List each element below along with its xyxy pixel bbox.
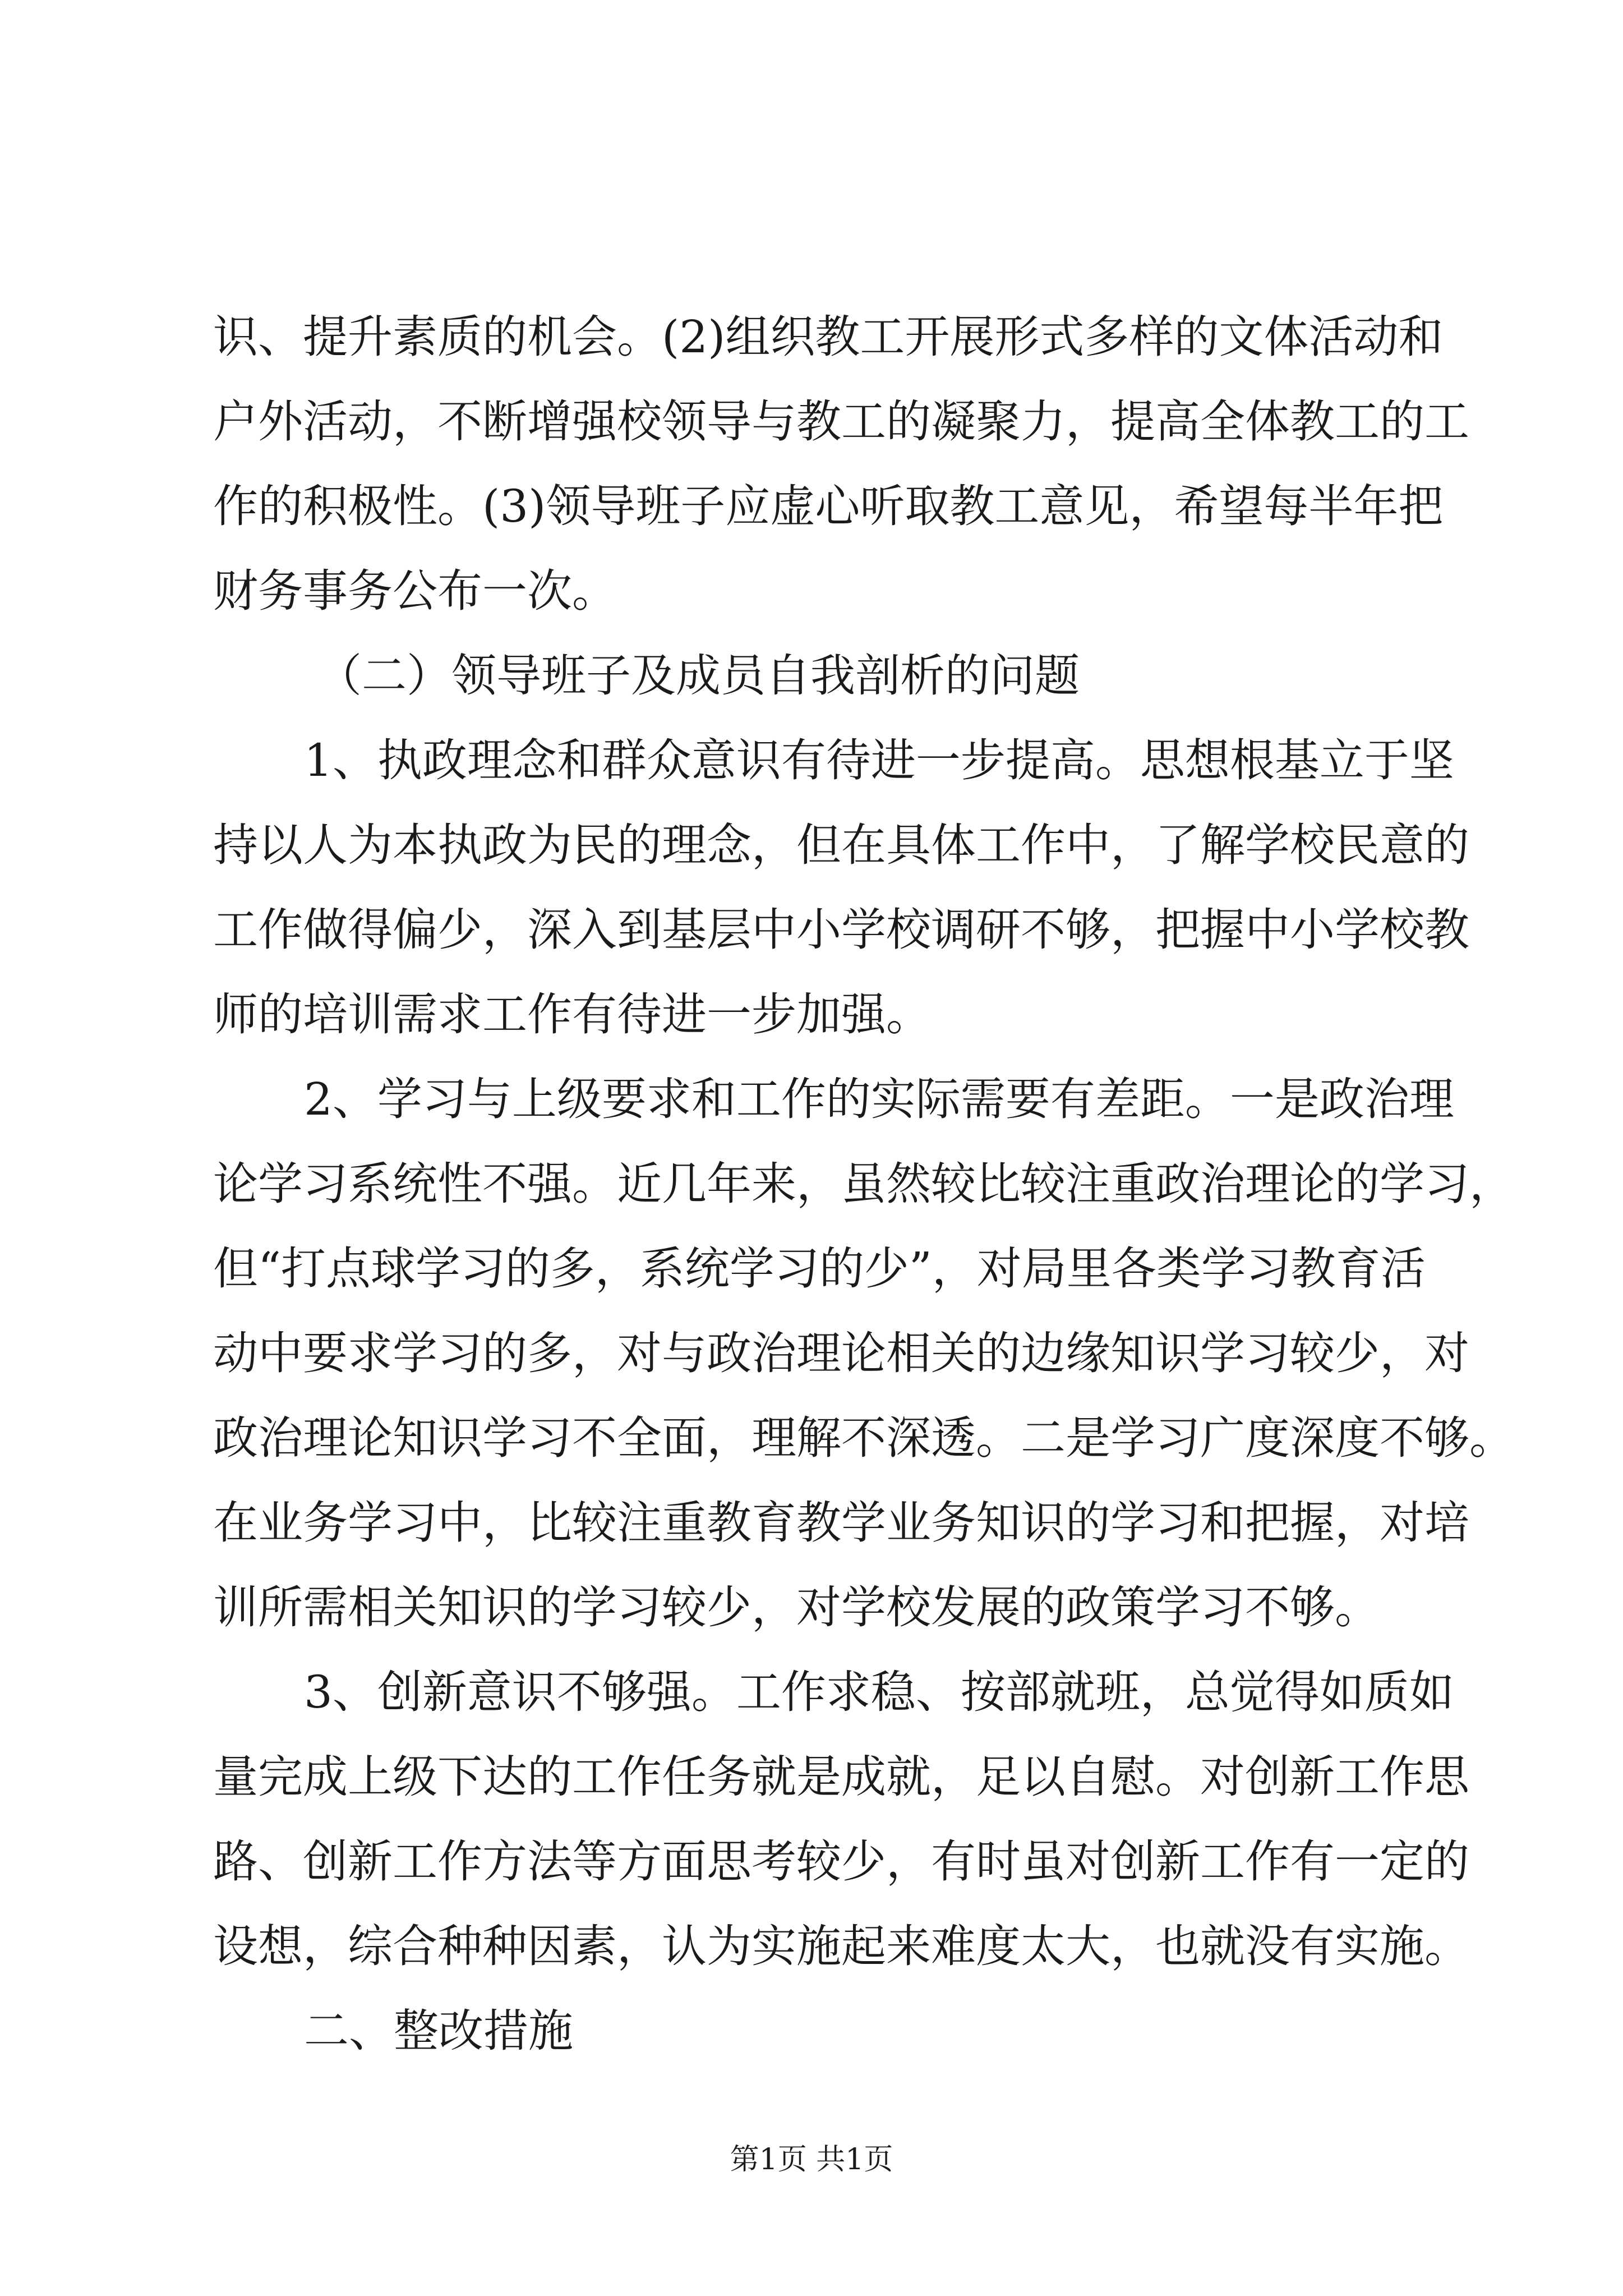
text-line: 师的培训需求工作有待进一步加强。: [213, 988, 931, 1041]
text-line: 识、提升素质的机会。(2)组织教工开展形式多样的文体活动和: [213, 311, 1444, 363]
text-line: 财务事务公布一次。: [213, 565, 617, 617]
text-line: 但“打点球学习的多，系统学习的少”，对局里各类学习教育活: [213, 1243, 1426, 1295]
paragraph-first-line: 2、学习与上级要求和工作的实际需要有差距。一是政治理: [304, 1073, 1454, 1125]
paragraph-first-line: 1、执政理念和群众意识有待进一步提高。思想根基立于坚: [304, 734, 1454, 786]
text-line: 持以人为本执政为民的理念，但在具体工作中，了解学校民意的: [213, 819, 1469, 871]
text-line: 政治理论知识学习不全面，理解不深透。二是学习广度深度不够。: [213, 1412, 1514, 1464]
paragraph-first-line: 3、创新意识不够强。工作求稳、按部就班，总觉得如质如: [304, 1666, 1454, 1718]
text-line: 工作做得偏少，深入到基层中小学校调研不够，把握中小学校教: [213, 904, 1469, 956]
text-line: 设想，综合种种因素，认为实施起来难度太大，也就没有实施。: [213, 1920, 1469, 1972]
text-line: 量完成上级下达的工作任务就是成就，足以自慰。对创新工作思: [213, 1751, 1469, 1803]
section-heading: （二）领导班子及成员自我剖析的问题: [317, 650, 1080, 702]
text-line: 在业务学习中，比较注重教育教学业务知识的学习和把握，对培: [213, 1497, 1469, 1549]
document-body: [213, 295, 1514, 2073]
text-line: 作的积极性。(3)领导班子应虚心听取教工意见，希望每半年把: [213, 480, 1444, 532]
text-line: 训所需相关知识的学习较少，对学校发展的政策学习不够。: [213, 1581, 1380, 1634]
text-line: 动中要求学习的多，对与政治理论相关的边缘知识学习较少，对: [213, 1327, 1469, 1379]
text-line: 户外活动，不断增强校领导与教工的凝聚力，提高全体教工的工: [213, 395, 1469, 448]
text-line: 路、创新工作方法等方面思考较少，有时虽对创新工作有一定的: [213, 1835, 1469, 1888]
text-line: 论学习系统性不强。近几年来，虽然较比较注重政治理论的学习，: [213, 1158, 1514, 1210]
section-heading: 二、整改措施: [304, 2005, 573, 2057]
page-footer: 第1页 共1页: [730, 2143, 893, 2177]
